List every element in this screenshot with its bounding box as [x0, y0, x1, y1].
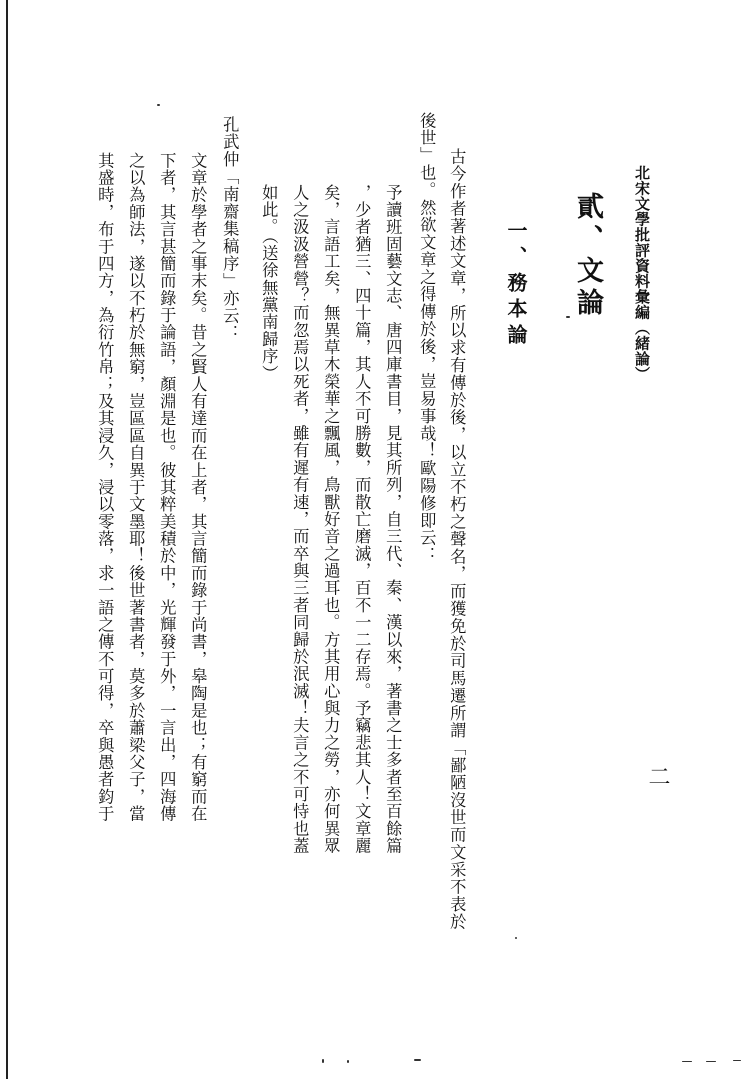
scan-speck	[347, 1060, 349, 1063]
quote2-line-2: 下者，其言甚簡而錄于論語，顏淵是也。彼其粹美積於中，光輝發于外，一言出，四海傳	[157, 152, 177, 823]
scan-speck	[566, 316, 570, 318]
paragraph1-line-2: 後世」也。然欲文章之得傳於後，豈易事哉！歐陽修即云：	[417, 112, 437, 565]
scan-speck	[682, 1061, 692, 1062]
scan-edge-line	[6, 0, 8, 1079]
quote2-line-4: 其盛時，布于四方，為衍竹帛；及其浸久，浸以零落，求一語之傳不可得，卒與愚者鈞于	[95, 152, 115, 823]
quote2-line-3: 之以為師法，遂以不朽於無窮，豈區區自異于文墨耶！後世著書者，莫多於蕭梁父子，當	[126, 152, 146, 823]
quote1-line-2: ，少者猶三、四十篇，其人不可勝數，而散亡磨滅，百不一二存焉。予竊悲其人！文章麗	[352, 184, 372, 855]
scan-speck	[322, 1059, 324, 1063]
scan-speck	[733, 1060, 741, 1061]
page-number: 二	[645, 765, 670, 787]
quote2-line-1: 文章於學者之事末矣。昔之賢人有達而在上者，其言簡而錄于尚書，皋陶是也；有窮而在	[188, 152, 208, 823]
paragraph2-line-1: 孔武仲「南齋集稿序」亦云：	[220, 116, 240, 343]
running-header: 北宋文學批評資料彙編（緒論）	[633, 165, 651, 382]
section-title: 貳、文論	[572, 192, 603, 320]
paragraph1-line-1: 古今作者著述文章，所以求有傳於後，以立不朽之聲名，而獲免於司馬遷所謂「鄙陋沒世而文采不表於	[447, 148, 467, 931]
quote1-line-4: 人之汲汲營營？而忽焉以死者，雖有遲有速，而卒與三者同歸於泯滅！夫言之不可恃也蓋	[290, 184, 310, 855]
scan-speck	[706, 1061, 716, 1062]
scan-speck	[157, 104, 160, 106]
scan-speck	[414, 1059, 421, 1061]
quote1-line-3: 矣，言語工矣，無異草木榮華之飄風，鳥獸好音之過耳也。方其用心與力之勞，亦何異眾	[321, 184, 341, 855]
quote1-line-1: 予讀班固藝文志、唐四庫書目，見其所列，自三代、秦、漢以來，著書之士多者至百餘篇	[383, 184, 403, 855]
scan-speck	[515, 937, 517, 939]
subsection-title: 一、務本論	[504, 220, 528, 350]
quote1-line-5: 如此。（送徐無黨南歸序）	[259, 184, 279, 383]
